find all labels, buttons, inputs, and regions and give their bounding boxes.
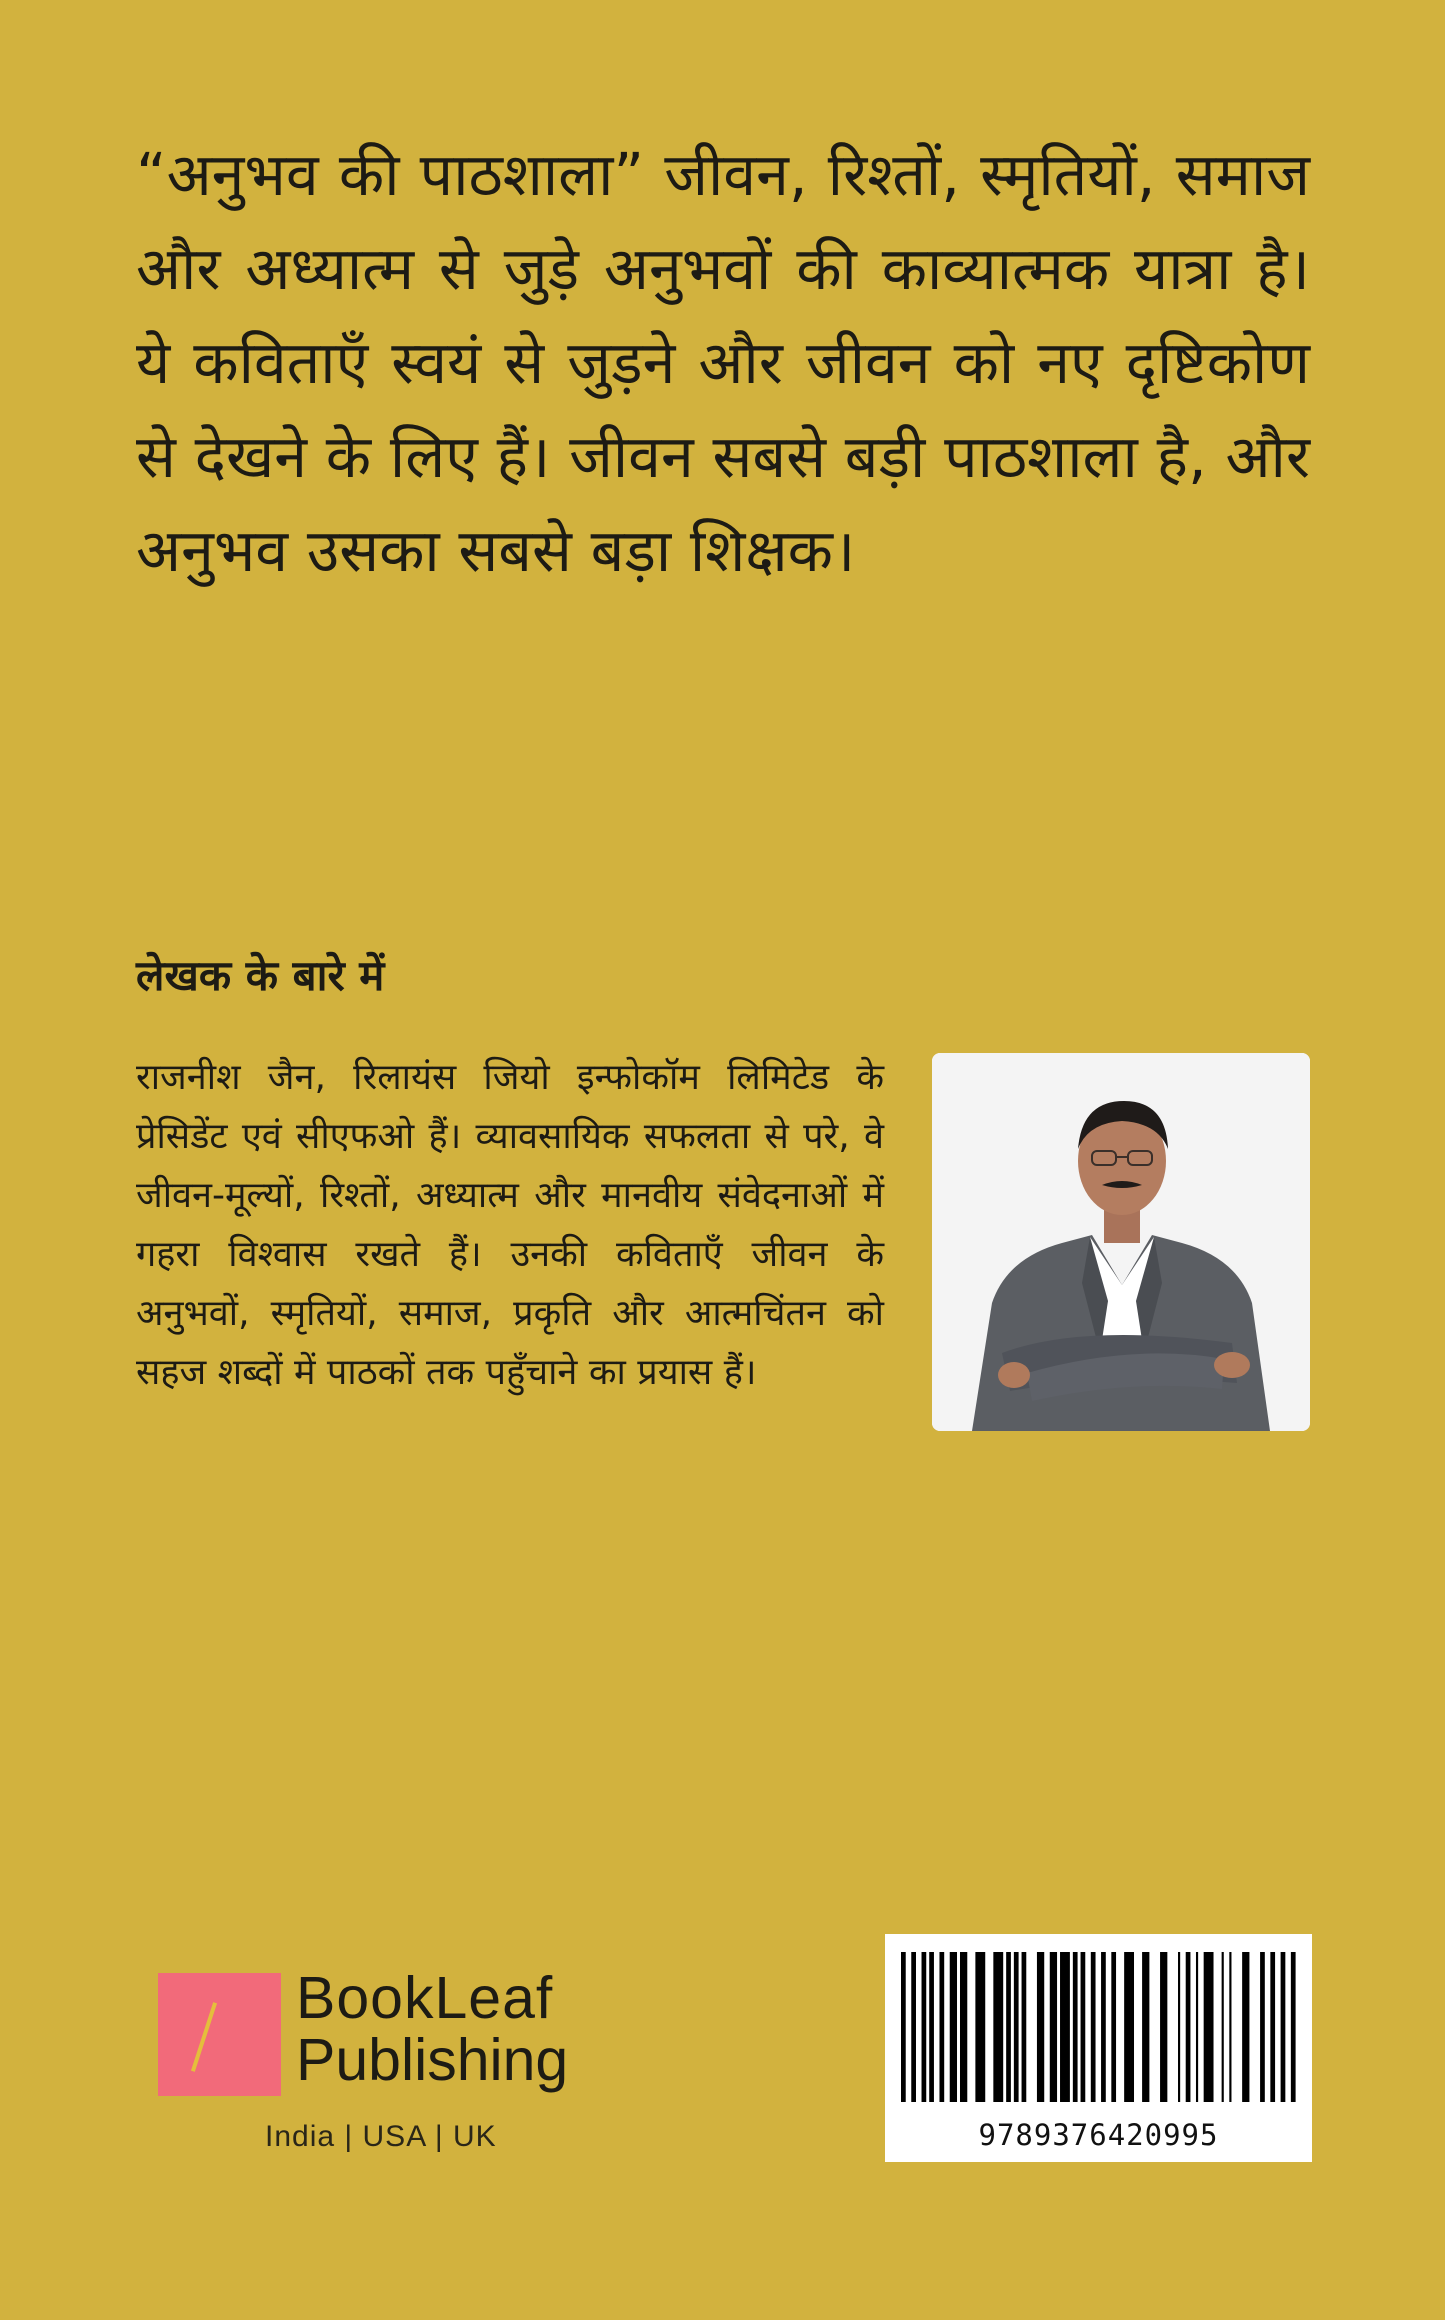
barcode-bar [1242,1952,1249,2102]
barcode-bar [1291,1952,1296,2102]
publisher-name-line2: Publishing [296,2027,569,2093]
barcode-bar [1050,1952,1057,2102]
barcode-bars [901,1952,1296,2102]
barcode-bar [911,1952,916,2102]
publisher-name-line1: BookLeaf [296,1965,554,2031]
barcode-bar [1204,1952,1214,2102]
barcode-bar [1186,1952,1191,2102]
barcode-bar [950,1952,957,2102]
barcode-bar [1178,1952,1180,2102]
barcode-bar [901,1952,906,2102]
barcode-bar [1014,1952,1019,2102]
publisher-regions: India | USA | UK [265,2120,497,2153]
author-photo [932,1053,1310,1431]
barcode-bar [1060,1952,1070,2102]
barcode-bar [1222,1952,1224,2102]
barcode-bar [1081,1952,1086,2102]
barcode-bar [1073,1952,1078,2102]
barcode-bar [1270,1952,1275,2102]
about-author-heading: लेखक के बारे में [136,951,385,1000]
barcode-bar [993,1952,1003,2102]
barcode-bar [1111,1952,1116,2102]
barcode-bar [1022,1952,1027,2102]
author-bio: राजनीश जैन, रिलायंस जियो इन्फोकॉम लिमिटेड के प्रेसिडेंट एवं सीएफओ हैं। व्यावसायिक सफलता से परे, वे जीवन-मूल्यों, रिश्तों, अध्यात्म और मानवीय संवेदनाओं में गहरा विश्वास रखते हैं। उनकी कविताएँ जीवन के अनुभवों, स्मृतियों, समाज, प्रकृति और आत्मचिंतन को सहज शब्दों में पाठकों तक पहुँचाने का प्रयास हैं। [136,1057,884,1393]
isbn-barcode [885,1934,1312,2162]
leaf-slash-icon [158,1973,281,2096]
barcode-bar [1124,1952,1134,2102]
blurb: “अनुभव की पाठशाला” जीवन, रिश्तों, स्मृतियों, समाज और अध्यात्म से जुड़े अनुभवों की काव्यात्मक यात्रा है। ये कविताएँ स्वयं से जुड़ने और जीवन को नए दृष्टिकोण से देखने के लिए हैं। जीवन सबसे बड़ी पाठशाला है, और अनुभव उसका सबसे बड़ा शिक्षक। [136,140,1310,585]
barcode-bar [939,1952,944,2102]
barcode-bar [975,1952,985,2102]
barcode-bar [1196,1952,1198,2102]
barcode-bar [929,1952,934,2102]
barcode-bar [1142,1952,1149,2102]
publisher-logo [158,1965,608,2133]
barcode-bar [1037,1952,1044,2102]
barcode-bar [1260,1952,1265,2102]
barcode-bar [960,1952,967,2102]
barcode-bar [1091,1952,1096,2102]
barcode-bar [1229,1952,1231,2102]
barcode-bar [1281,1952,1286,2102]
barcode-bar [1160,1952,1167,2102]
barcode-bar [1101,1952,1106,2102]
barcode-bar [922,1952,927,2102]
isbn-number: 9789376420995 [978,2118,1219,2152]
barcode-bar [1006,1952,1011,2102]
